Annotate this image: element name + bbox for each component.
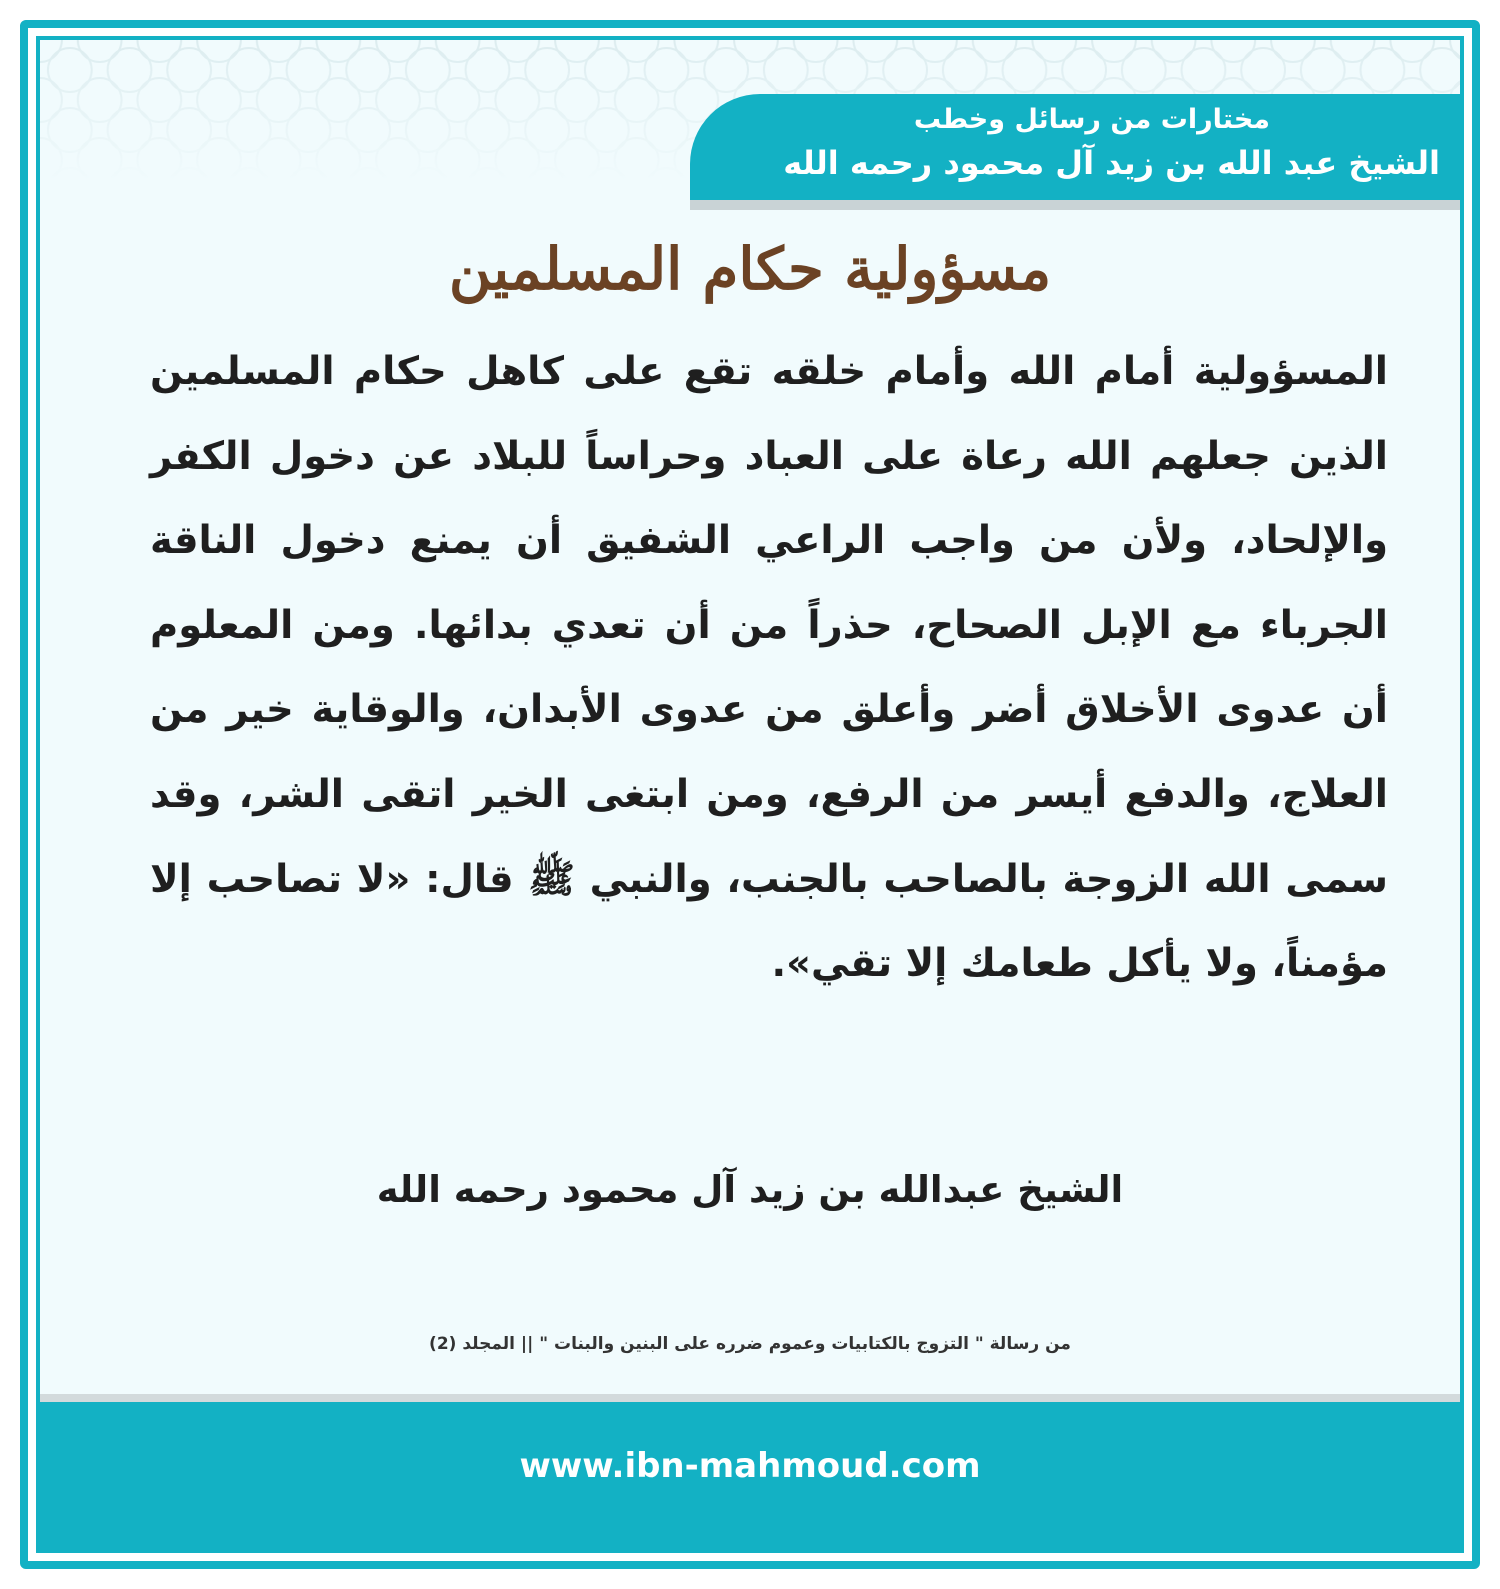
header-band (690, 94, 1460, 200)
header-series-title: مختارات من رسائل وخطب (913, 104, 1270, 135)
article-body: المسؤولية أمام الله وأمام خلقه تقع على كاهل حكام المسلمين الذين جعلهم الله رعاة على العباد وحراساً للبلاد عن دخول الكفر والإلحاد، ولأن من واجب الراعي الشفيق أن يمنع دخول الناقة الجرباء مع الإبل الصحاح، حذراً من أن تعدي بدائها. ومن المعلوم أن عدوى الأخلاق أضر وأعلق من عدوى الأبدان، والوقاية خير من العلاج، والدفع أيسر من الرفع، ومن ابتغى الخير اتقى الشر، وقد سمى الله الزوجة بالصاحب بالجنب، والنبي ﷺ قال: «لا تصاحب إلا مؤمناً، ولا يأكل طعامك إلا تقي». (150, 349, 1388, 987)
author-signature: الشيخ عبدالله بن زيد آل محمود رحمه الله (376, 1168, 1124, 1211)
article-title: مسؤولية حكام المسلمين (448, 235, 1052, 303)
card (36, 36, 1464, 1553)
source-citation: من رسالة " التزوج بالكتابيات وعموم ضرره على البنين والبنات " || المجلد (2) (429, 1334, 1071, 1354)
header-author-name: الشيخ عبد الله بن زيد آل محمود رحمه الله (783, 144, 1440, 182)
footer-band (40, 1402, 1460, 1549)
website-link[interactable]: www.ibn-mahmoud.com (519, 1446, 981, 1486)
